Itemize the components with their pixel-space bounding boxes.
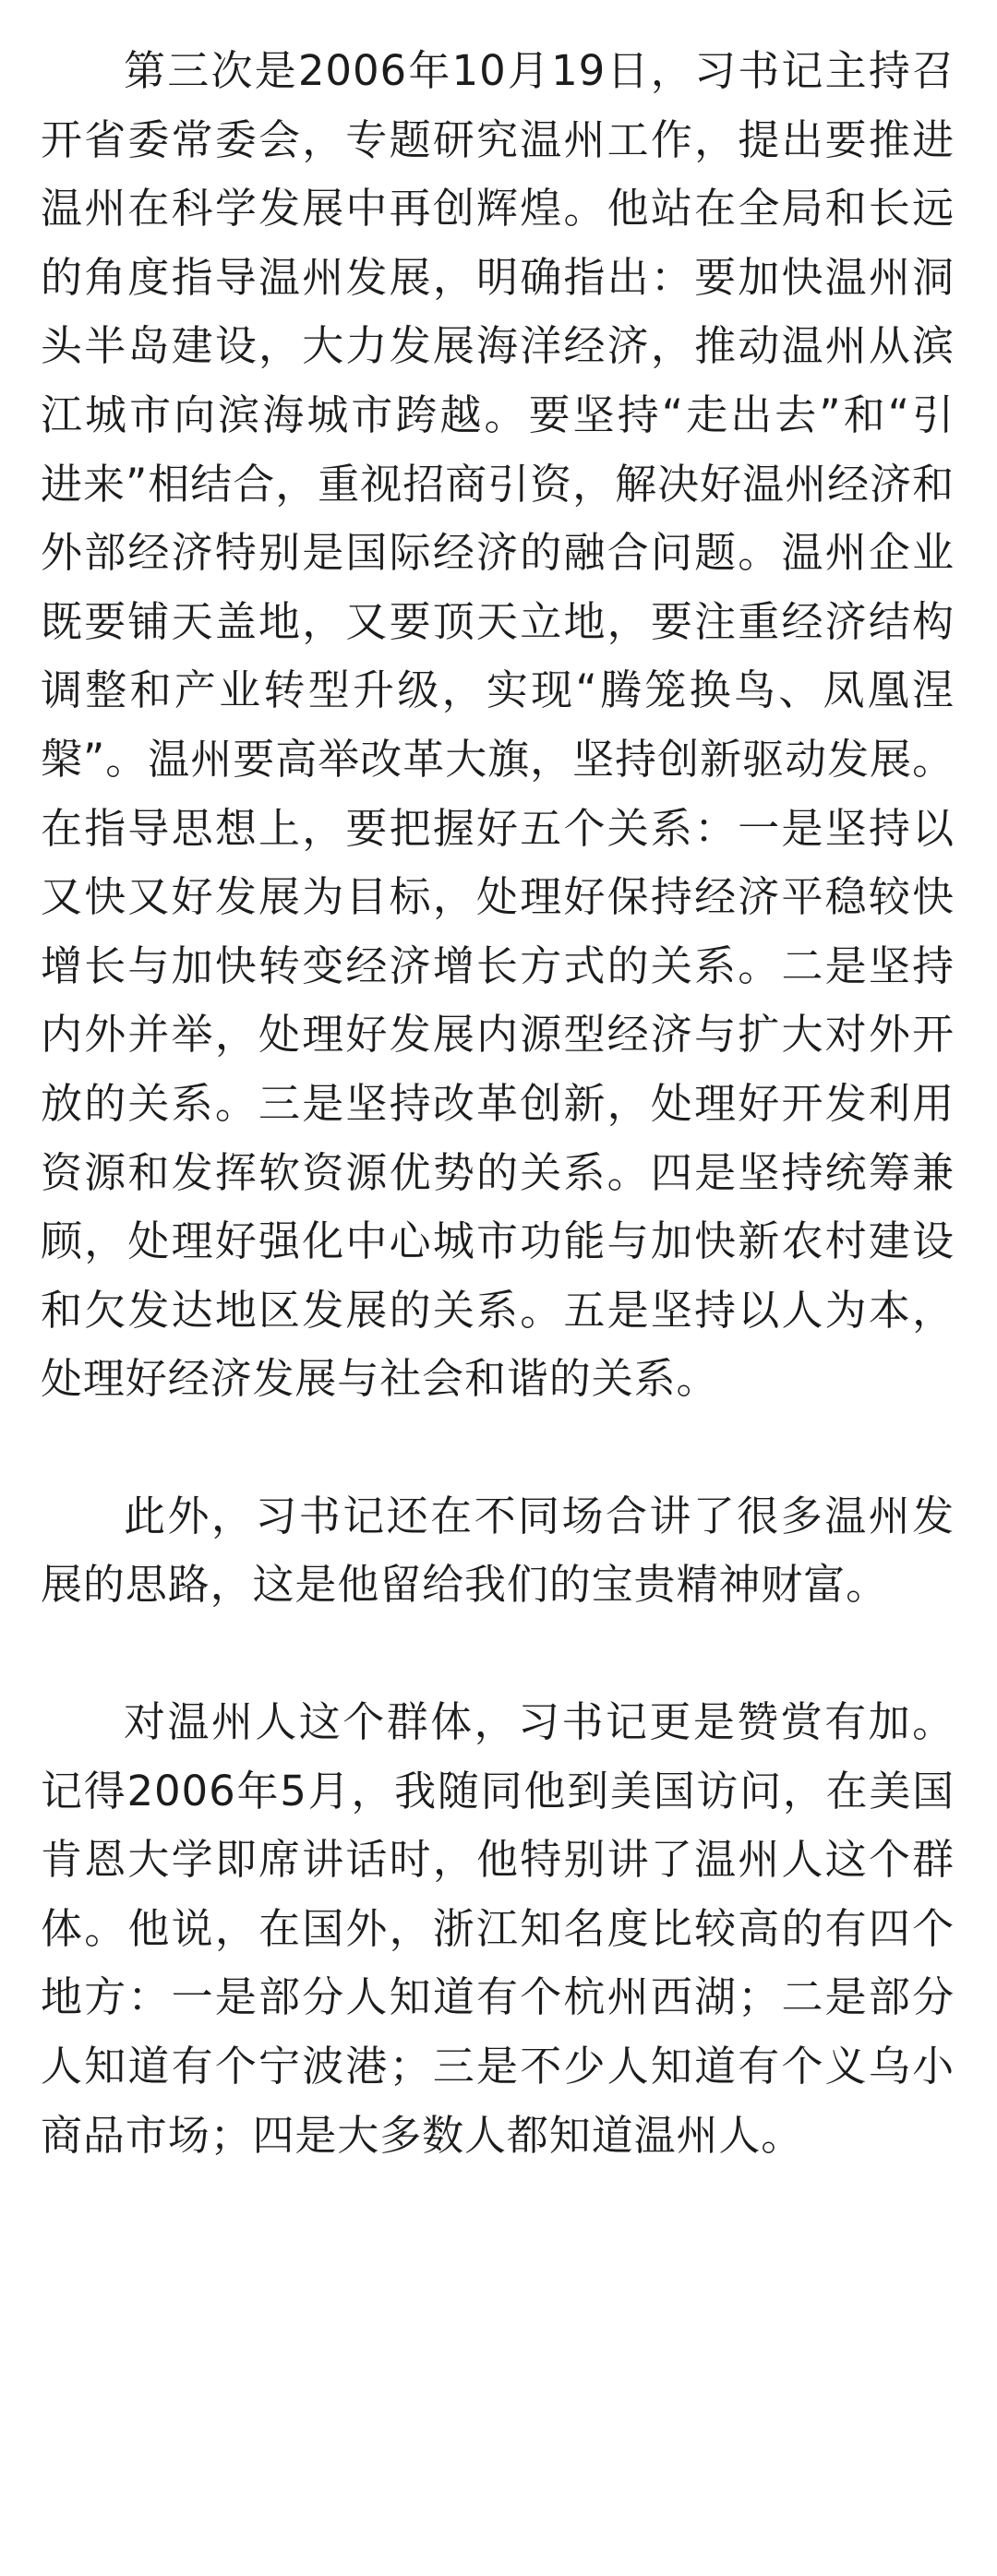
article-body: [41, 37, 955, 2170]
article-paragraph: 对温州人这个群体，习书记更是赞赏有加。记得2006年5月，我随同他到美国访问，在美国肯恩大学即席讲话时，他特别讲了温州人这个群体。他说，在国外，浙江知名度比较高的有四个地方：一是部分人知道有个杭州西湖；二是部分人知道有个宁波港；三是不少人知道有个义乌小商品市场；四是大多数人都知道温州人。: [41, 1697, 955, 2160]
article-paragraph: 此外，习书记还在不同场合讲了很多温州发展的思路，这是他留给我们的宝贵精神财富。: [41, 1491, 955, 1610]
article-paragraph: 第三次是2006年10月19日，习书记主持召开省委常委会，专题研究温州工作，提出要推进温州在科学发展中再创辉煌。他站在全局和长远的角度指导温州发展，明确指出：要加快温州洞头半岛建设，大力发展海洋经济，推动温州从滨江城市向滨海城市跨越。要坚持“走出去”和“引进来”相结合，重视招商引资，解决好温州经济和外部经济特别是国际经济的融合问题。温州企业既要铺天盖地，又要顶天立地，要注重经济结构调整和产业转型升级，实现“腾笼换鸟、凤凰涅槃”。温州要高举改革大旗，坚持创新驱动发展。在指导思想上，要把握好五个关系：一是坚持以又快又好发展为目标，处理好保持经济平稳较快增长与加快转变经济增长方式的关系。二是坚持内外并举，处理好发展内源型经济与扩大对外开放的关系。三是坚持改革创新，处理好开发利用资源和发挥软资源优势的关系。四是坚持统筹兼顾，处理好强化中心城市功能与加快新农村建设和欠发达地区发展的关系。五是坚持以人为本，处理好经济发展与社会和谐的关系。: [41, 46, 955, 1404]
